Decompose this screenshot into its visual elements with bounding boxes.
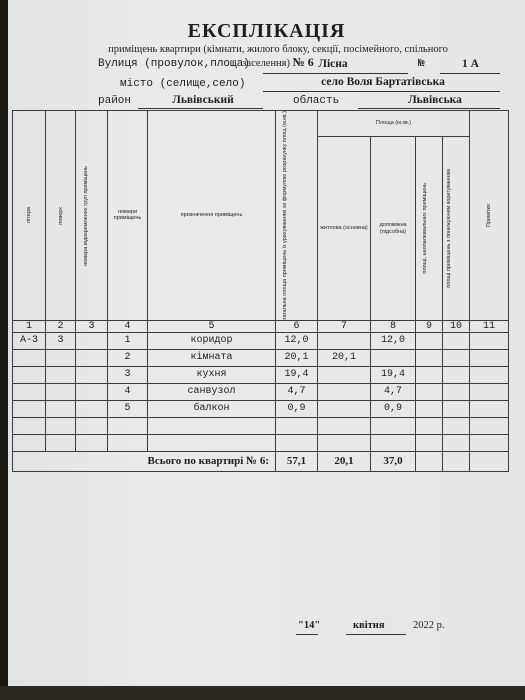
cell-empty [443,366,470,383]
col-number: 2 [46,320,76,332]
total-aux: 37,0 [371,451,416,471]
cell-empty [416,383,443,400]
table-row [13,366,509,383]
total-living: 20,1 [318,451,371,471]
table-row [13,400,509,417]
col-number: 5 [148,320,276,332]
cell-aux: 12,0 [371,332,416,349]
cell-empty [470,332,509,349]
cell-empty [470,400,509,417]
header-room-no: номери приміщень [108,111,148,321]
cell-total: 0,9 [276,400,318,417]
cell-living [318,383,371,400]
col-number: 3 [76,320,108,332]
region-underline [358,108,500,109]
cell-total: 4,7 [276,383,318,400]
header-purpose: призначення приміщень [148,111,276,321]
col-number: 6 [276,320,318,332]
cell-empty [470,366,509,383]
explication-table [12,110,509,472]
region-value: Львівська [408,94,462,106]
cell-floor [46,366,76,383]
cell-empty [443,332,470,349]
table-row [13,349,509,366]
cell-group [76,400,108,417]
date-year: 2022 р. [413,620,445,631]
col-number: 1 [13,320,46,332]
cell-purpose: коридор [148,332,276,349]
table-row [13,332,509,349]
cell-floor [46,400,76,417]
document-title: ЕКСПЛІКАЦІЯ [187,20,346,42]
cell-total: 20,1 [276,349,318,366]
town-value: село Воля Бартатівська [321,76,445,88]
cell-floor [46,383,76,400]
header-litera: літера [13,111,46,321]
apartment-number: № 6 [292,55,314,69]
cell-purpose: балкон [148,400,276,417]
header-group: номера відокремлених груп приміщень [76,111,108,321]
cell-litera [13,400,46,417]
cell-living: 20,1 [318,349,371,366]
header-living: житлова (основна) [318,137,371,321]
cell-living [318,332,371,349]
district-underline [138,108,263,109]
cell-aux: 0,9 [371,400,416,417]
cell-total: 19,4 [276,366,318,383]
cell-empty [470,349,509,366]
column-numbers-row [13,320,509,332]
cell-empty [470,383,509,400]
col-number: 11 [470,320,509,332]
cell-living [318,400,371,417]
cell-aux: 4,7 [371,383,416,400]
date-month-underline [346,634,406,635]
cell-aux: 19,4 [371,366,416,383]
header-total-area: загальна площа приміщень із урахуванням за формулою розрахунку площ (м.кв.) [276,111,318,321]
cell-empty [416,332,443,349]
cell-aux [371,349,416,366]
col-number: 9 [416,320,443,332]
cell-group [76,383,108,400]
street-label: Вулиця (провулок,площа) [98,58,250,70]
district-value: Львівський [172,94,234,106]
header-floor: поверх [46,111,76,321]
bottom-edge [0,686,525,700]
header-correction: площі приміщень з понижуючим коригуванням [443,137,470,321]
cell-litera [13,383,46,400]
total-label: Всього по квартирі № 6: [13,451,276,471]
cell-room: 1 [108,332,148,349]
left-shadow [0,0,8,700]
header-not-calc: площі, неопалювальних приміщень [416,137,443,321]
date-day: "14" [298,620,321,631]
col-number: 7 [318,320,371,332]
cell-room: 2 [108,349,148,366]
district-label: район [98,95,132,107]
house-number-label: № [418,58,425,70]
cell-living [318,366,371,383]
cell-total: 12,0 [276,332,318,349]
col-number: 10 [443,320,470,332]
header-auxiliary: допоміжна (підсобна) [371,137,416,321]
header-area-group: Площа (м.кв.) [318,111,470,137]
cell-purpose: кухня [148,366,276,383]
table-row-empty [13,417,509,434]
cell-litera [13,366,46,383]
subtitle-text: приміщень квартири (кімнати, жилого блоку, секції, посімейного, спільного заселення) [108,44,448,69]
cell-group [76,349,108,366]
table-row-empty [13,434,509,451]
date-month: квітня [353,620,385,631]
town-underline [263,91,500,92]
cell-empty [443,400,470,417]
cell-empty [416,400,443,417]
cell-floor: 3 [46,332,76,349]
date-day-underline [296,634,318,635]
cell-room: 4 [108,383,148,400]
cell-empty [416,366,443,383]
house-underline [440,73,500,74]
cell-litera [13,349,46,366]
col-number: 8 [371,320,416,332]
cell-litera: А-3 [13,332,46,349]
table-row [13,383,509,400]
cell-empty [416,349,443,366]
street-value: Лісна [318,58,348,70]
table-total-row [13,451,509,471]
cell-group [76,366,108,383]
cell-purpose: санвузол [148,383,276,400]
cell-room: 5 [108,400,148,417]
cell-floor [46,349,76,366]
cell-purpose: кімната [148,349,276,366]
cell-empty [443,383,470,400]
house-number-value: 1 А [462,58,479,70]
street-underline [263,73,408,74]
town-label: місто (селище,село) [120,78,246,90]
cell-room: 3 [108,366,148,383]
header-notes: Примітки [470,111,509,321]
cell-group [76,332,108,349]
document-page [8,0,525,686]
region-label: область [293,95,340,107]
col-number: 4 [108,320,148,332]
total-area: 57,1 [276,451,318,471]
cell-empty [443,349,470,366]
